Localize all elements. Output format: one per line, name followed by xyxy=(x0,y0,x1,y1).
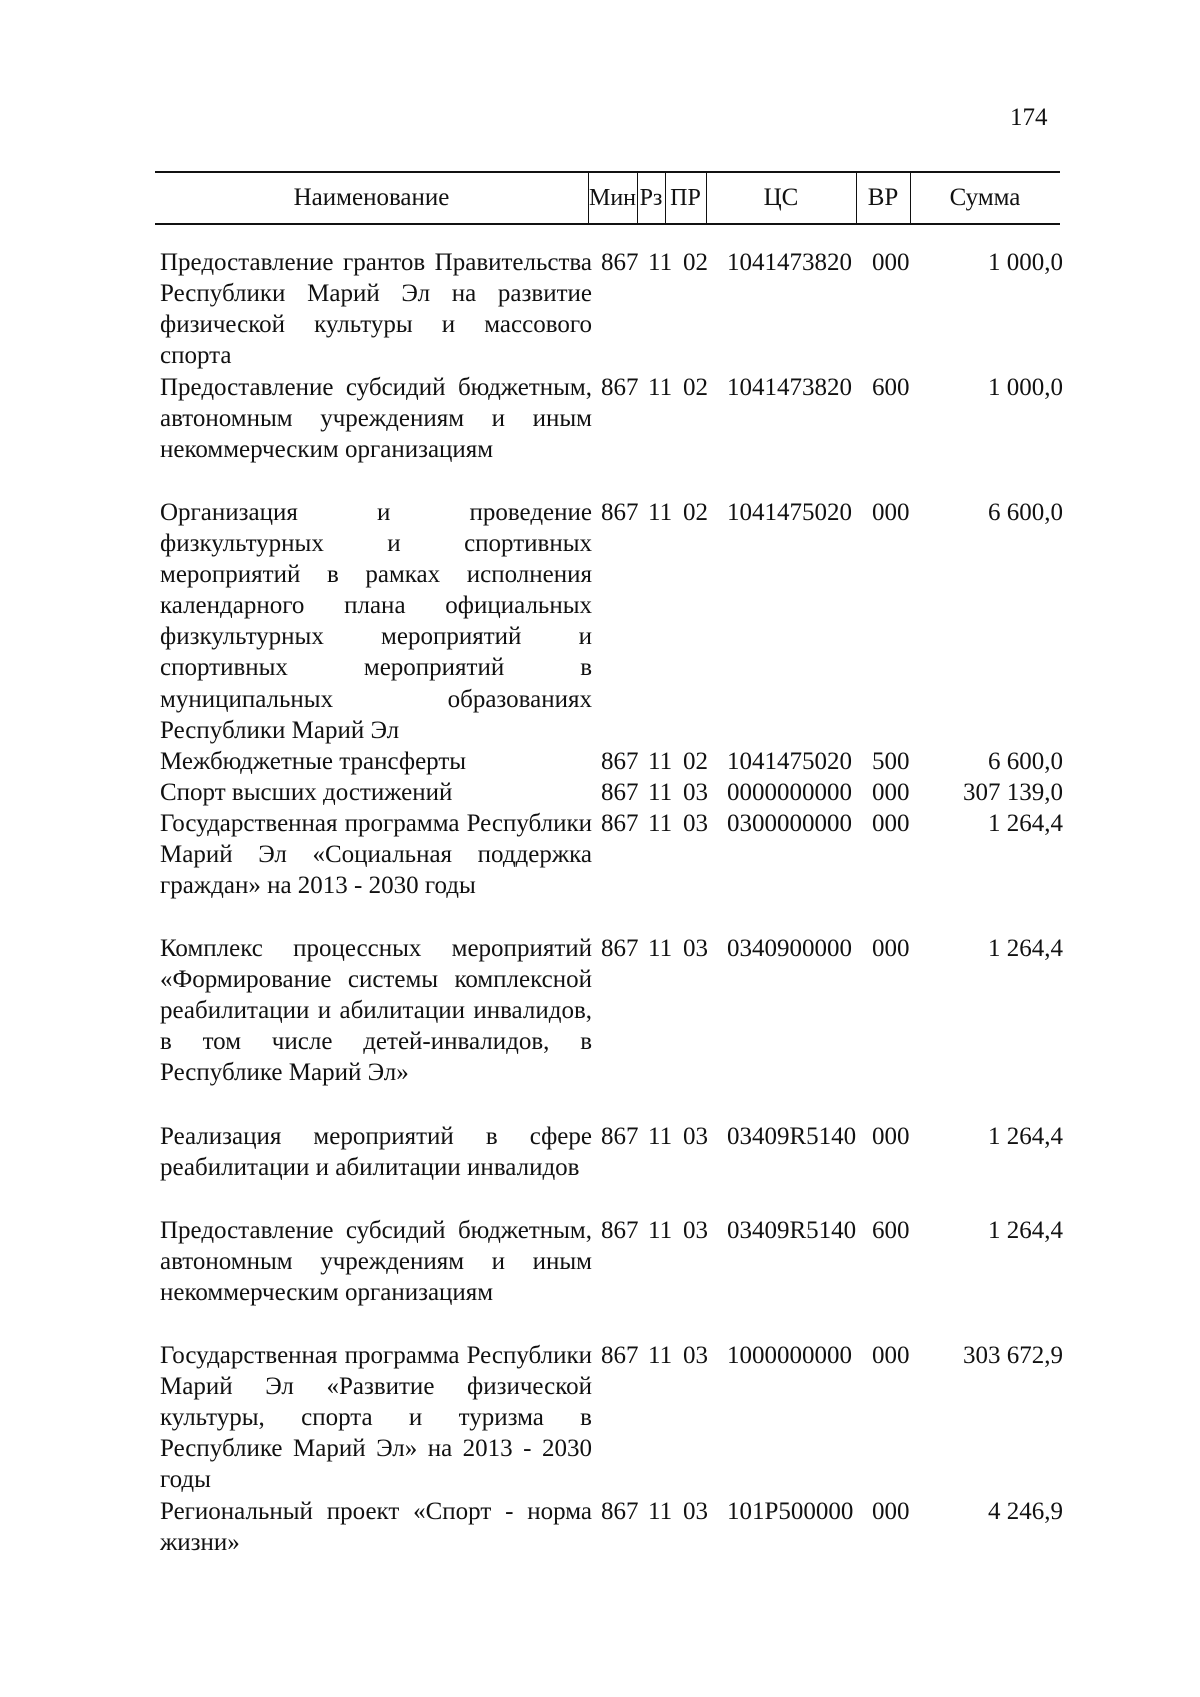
row-pr: 02 xyxy=(683,748,708,775)
row-vr: 600 xyxy=(872,1217,910,1244)
row-vr: 000 xyxy=(872,249,910,276)
page-number: 174 xyxy=(1010,104,1048,131)
row-min: 867 xyxy=(601,1123,639,1150)
row-rz: 11 xyxy=(648,779,673,806)
row-name: Спорт высших достижений xyxy=(160,779,453,806)
row-min: 867 xyxy=(601,1342,639,1369)
row-pr: 03 xyxy=(683,810,708,837)
row-sum: 6 600,0 xyxy=(988,499,1063,526)
header-min: Мин xyxy=(588,173,638,223)
row-pr: 03 xyxy=(683,1342,708,1369)
row-name: Организация и проведение физкультурных и спортивных мероприятий в рамках исполнения календарного плана официальных физкультурных мероприятий и спортивных мероприятий в муниципальных образованиях Республики Марий Эл xyxy=(160,499,592,744)
row-pr: 03 xyxy=(683,779,708,806)
row-cs: 0300000000 xyxy=(727,810,852,837)
row-cs: 1000000000 xyxy=(727,1342,852,1369)
header-vr: ВР xyxy=(856,173,911,223)
row-rz: 11 xyxy=(648,499,673,526)
row-pr: 03 xyxy=(683,935,708,962)
row-min: 867 xyxy=(601,249,639,276)
row-rz: 11 xyxy=(648,935,673,962)
row-min: 867 xyxy=(601,779,639,806)
row-vr: 000 xyxy=(872,1498,910,1525)
row-sum: 1 264,4 xyxy=(988,1217,1063,1244)
row-sum: 1 264,4 xyxy=(988,810,1063,837)
row-name: Комплекс процессных мероприятий «Формирование системы комплексной реабилитации и абилитации инвалидов, в том числе детей-инвалидов, в Республике Марий Эл» xyxy=(160,935,592,1087)
row-pr: 03 xyxy=(683,1123,708,1150)
row-rz: 11 xyxy=(648,1498,673,1525)
row-vr: 500 xyxy=(872,748,910,775)
row-cs: 1041475020 xyxy=(727,499,852,526)
row-pr: 02 xyxy=(683,249,708,276)
row-name: Предоставление субсидий бюджетным, автономным учреждениям и иным некоммерческим организациям xyxy=(160,1217,592,1307)
row-cs: 1041475020 xyxy=(727,748,852,775)
row-vr: 000 xyxy=(872,1342,910,1369)
row-name: Предоставление грантов Правительства Республики Марий Эл на развитие физической культуры и массового спорта xyxy=(160,249,592,370)
row-rz: 11 xyxy=(648,1123,673,1150)
row-cs: 101P500000 xyxy=(727,1498,854,1525)
header-cs: ЦС xyxy=(706,173,857,223)
row-min: 867 xyxy=(601,935,639,962)
row-pr: 02 xyxy=(683,499,708,526)
header-rz: Рз xyxy=(637,173,666,223)
row-cs: 0340900000 xyxy=(727,935,852,962)
row-vr: 000 xyxy=(872,810,910,837)
row-min: 867 xyxy=(601,499,639,526)
header-pr: ПР xyxy=(665,173,707,223)
row-rz: 11 xyxy=(648,748,673,775)
row-vr: 000 xyxy=(872,499,910,526)
row-sum: 6 600,0 xyxy=(988,748,1063,775)
row-name: Межбюджетные трансферты xyxy=(160,748,467,775)
row-rz: 11 xyxy=(648,374,673,401)
row-vr: 000 xyxy=(872,935,910,962)
row-sum: 303 672,9 xyxy=(963,1342,1063,1369)
row-name: Региональный проект «Спорт - норма жизни» xyxy=(160,1498,592,1557)
row-pr: 02 xyxy=(683,374,708,401)
row-min: 867 xyxy=(601,1498,639,1525)
row-cs: 03409R5140 xyxy=(727,1217,857,1244)
row-rz: 11 xyxy=(648,1342,673,1369)
row-name: Реализация мероприятий в сфере реабилитации и абилитации инвалидов xyxy=(160,1123,592,1182)
row-cs: 1041473820 xyxy=(727,374,852,401)
row-rz: 11 xyxy=(648,810,673,837)
header-name: Наименование xyxy=(155,173,589,223)
row-vr: 000 xyxy=(872,779,910,806)
row-sum: 1 000,0 xyxy=(988,374,1063,401)
row-pr: 03 xyxy=(683,1498,708,1525)
row-min: 867 xyxy=(601,810,639,837)
row-cs: 1041473820 xyxy=(727,249,852,276)
row-vr: 600 xyxy=(872,374,910,401)
row-name: Предоставление субсидий бюджетным, автономным учреждениям и иным некоммерческим организациям xyxy=(160,374,592,464)
row-sum: 4 246,9 xyxy=(988,1498,1063,1525)
row-name: Государственная программа Республики Марий Эл «Социальная поддержка граждан» на 2013 - 2030 годы xyxy=(160,810,592,900)
row-sum: 1 264,4 xyxy=(988,935,1063,962)
row-name: Государственная программа Республики Марий Эл «Развитие физической культуры, спорта и туризма в Республике Марий Эл» на 2013 - 2030 годы xyxy=(160,1342,592,1494)
row-sum: 307 139,0 xyxy=(963,779,1063,806)
row-cs: 0000000000 xyxy=(727,779,852,806)
row-vr: 000 xyxy=(872,1123,910,1150)
row-min: 867 xyxy=(601,1217,639,1244)
row-pr: 03 xyxy=(683,1217,708,1244)
row-cs: 03409R5140 xyxy=(727,1123,857,1150)
row-min: 867 xyxy=(601,374,639,401)
row-rz: 11 xyxy=(648,1217,673,1244)
header-sum: Сумма xyxy=(949,184,1021,211)
row-sum: 1 264,4 xyxy=(988,1123,1063,1150)
row-min: 867 xyxy=(601,748,639,775)
row-rz: 11 xyxy=(648,249,673,276)
row-sum: 1 000,0 xyxy=(988,249,1063,276)
